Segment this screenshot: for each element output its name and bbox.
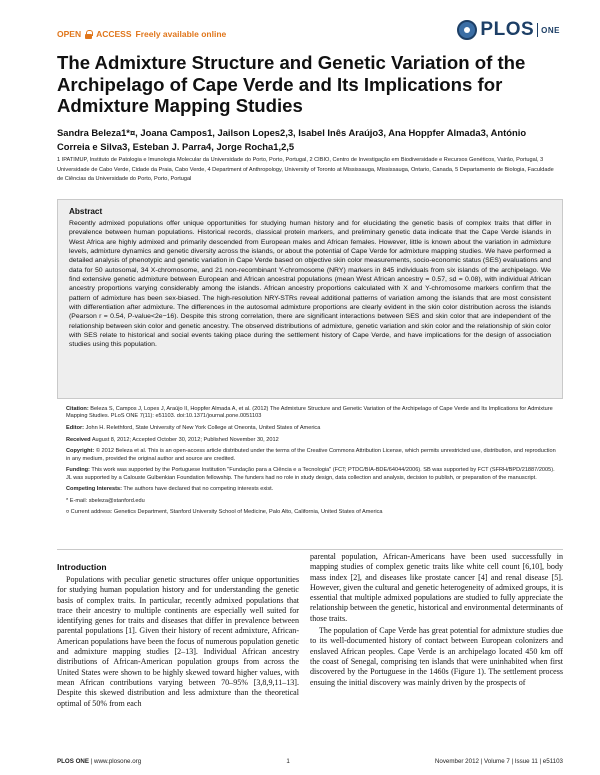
citation-label: Citation: [66, 406, 89, 412]
page-number: 1 [286, 758, 290, 765]
open-lock-icon [85, 30, 92, 39]
freely-available-label: Freely available online [135, 29, 227, 39]
abstract-heading: Abstract [69, 207, 103, 216]
page-footer [57, 758, 563, 765]
journal-logo-sub: ONE [541, 25, 560, 35]
author-list: Sandra Beleza1*¤, Joana Campos1, Jailson Lopes2,3, Isabel Inês Araújo3, Ana Hoppfer Almada3, António Correia e Silva3, Esteban J. Parra4, Jorge Rocha1,2,5 [57, 127, 527, 152]
access-label: ACCESS [96, 29, 132, 39]
current-address-line: ¤ Current address: Genetics Department, Stanford University School of Medicine, Palo Alto, California, United States of America [66, 509, 383, 516]
competing-label: Competing Interests: [66, 486, 122, 493]
dates-label: Received [66, 436, 91, 443]
affiliations: 1 IPATIMUP, Instituto de Patologia e Imunologia Molecular da Universidade do Porto, Porto, Portugal, 2 CIBIO, Centro de Investigação em Biodiversidade e Recursos Genéticos, Vairão, Portugal, 3 Universidade de Cabo Verde, Cidade da Praia, Cabo Verde, 4 Department of Anthropology, University of Toronto at Mississauga, Mississauga, Ontario, Canada, 5 Departamento de Biologia, Faculdade de Ciências da Universidade do Porto, Porto, Portugal [57, 157, 554, 183]
footer-left: PLOS ONE | www.plosone.org [57, 758, 142, 765]
journal-logo-text: PLOS [480, 19, 535, 40]
abstract-text: Recently admixed populations offer unique opportunities for studying human history and for elucidating the genetic basis of complex traits that differ in prevalence between human populations. Historical records, classical protein markers, and preliminary genetic data indicate that the Cape Verde islands in West Africa are highly admixed and primarily descended from European males and African females. However, little is known about the variation in admixture levels, admixture dynamics and genetic diversity across the islands, or about the potential of Cape Verde for admixture mapping studies. We have performed a detailed analysis of phenotypic and genetic variation in Cape Verde based on objective skin color measurements, socio-economic status (SES) evaluations and data for 50 autosomal, 34 X-chromosome, and 21 non-recombinant Y-chromosome (NRY) markers in 845 individuals from six islands of the archipelago. We find extensive genetic admixture between European and African ancestral populations (mean West African ancestry = 0.57, sd = 0.08), with individual African ancestry proportions varying considerably among the islands. African ancestry proportions calculated with X and Y-chromosome markers confirm that the pattern of admixture has been sex-biased. The high-resolution NRY-STRs reveal additional patterns of variation among the islands that are most consistent with differentiation after admixture. The differences in the autosomal admixture proportions are clearly evident in the skin color distribution across the islands (Pearson r = 0.54, P-value<2e−16). Despite this strong correlation, there are significant interactions between SES and skin color that are independent of the relationship between skin color and genetic ancestry. The observed distributions of admixture, genetic variation and skin color and the relationship of skin color with SES relate to historical and social events taking place during the settlement history of Cape Verde, and have implications for the design of association studies using this population. [69, 220, 551, 349]
plos-circle-icon [457, 20, 477, 40]
open-access-label: OPEN [57, 29, 82, 39]
logo-divider [537, 23, 538, 37]
introduction-heading: Introduction [57, 562, 107, 572]
funding-label: Funding: [66, 467, 90, 474]
citation-line [66, 406, 556, 421]
open-access-banner [57, 29, 226, 39]
copyright-label: Copyright: [66, 448, 95, 455]
intro-right-paragraph-2: The population of Cape Verde has great potential for admixture studies due to its well-documented history of contact between European colonizers and enslaved African peoples. Cape Verde is an archipelago located 450 km off the coast of Senegal, comprising ten islands that were uninhabited when first discovered by the Portuguese in the 1460s (Figure 1). The settlement process ensuing the initial discovery was mainly driven by the prospects of [310, 626, 563, 687]
editor-line [66, 425, 556, 432]
intro-right-paragraph-1: parental population, African-Americans have been used successfully in mapping studies of complex genetic traits like white cell count [6,10], body mass index [2], and diseases like prostate cancer [4] and renal disease [5]. However, given the cultural and genetic heterogeneity of admixed groups, it is essential that multiple admixed populations are studied to fully appreciate the relationship between the genetic, historical and environmental determinants of those traits. [310, 552, 563, 623]
intro-right-column [310, 552, 563, 688]
email-line: * E-mail: sbeleza@stanford.edu [66, 497, 145, 504]
editor-text: John H. Relethford, State University of New York College at Oneonta, United States of America [85, 425, 321, 431]
section-divider [57, 549, 563, 550]
funding-line [66, 467, 556, 482]
copyright-text: © 2012 Beleza et al. This is an open-access article distributed under the terms of the Creative Commons Attribution License, which permits unrestricted use, distribution, and reproduction in any medium, provided the original author and source are credited. [66, 448, 556, 462]
editor-label: Editor: [66, 425, 85, 431]
abstract-box [57, 199, 563, 399]
article-title: The Admixture Structure and Genetic Variation of the Archipelago of Cape Verde and Its Implications for Admixture Mapping Studies [57, 52, 526, 116]
funding-text: This work was supported by the Portuguese Institution "Fundação para a Ciência e a Tecnologia" (FCT; PTDC/BIA-BDE/64044/2006). SB was supported by FCT (SFRH/BPD/21887/2005). JL was supported by a Calouste Gulbenkian Foundation fellowship. The funders had no role in study design, data collection and analysis, decision to publish, or preparation of the manuscript. [66, 467, 555, 481]
footer-journal: PLOS ONE [57, 758, 89, 765]
footer-issue-info: November 2012 | Volume 7 | Issue 11 | e51103 [434, 758, 563, 765]
dates-text: August 8, 2012; Accepted October 30, 2012; Published November 30, 2012 [91, 436, 279, 443]
footer-url: www.plosone.org [94, 758, 142, 765]
copyright-line [66, 448, 556, 463]
citation-text: Beleza S, Campos J, Lopes J, Araújo II, Hoppfer Almada A, et al. (2012) The Admixture Structure and Genetic Variation of the Archipelago of Cape Verde and Its Implications for Admixture Mapping Studies. PLoS ONE 7(11): e51103. doi:10.1371/journal.pone.0051103 [66, 406, 553, 420]
dates-line [66, 437, 556, 444]
intro-left-column: Populations with peculiar genetic structures offer unique opportunities for studying human population history and for understanding the genetic basis of complex traits. In particular, recently admixed populations that trace their ancestry to multiple continents are especially well suited for identifying genes for traits and diseases that differ in prevalence between parental populations [1]. Given their history of recent admixture, African-American populations have been the focus of numerous population genetic and admixture mapping studies [2–13]. Individual African ancestry distributions of African-American population groups from across the United States were shown to be highly skewed toward higher values, with mean African contributions varying between 70–95% [3,8,9,11–13]. Despite this skewed distribution and less admixture than the theoretical optimal of 50% from each [57, 575, 299, 708]
competing-text: The authors have declared that no competing interests exist. [123, 486, 274, 493]
article-metadata [66, 406, 556, 521]
competing-line [66, 486, 556, 493]
journal-logo [457, 19, 560, 41]
